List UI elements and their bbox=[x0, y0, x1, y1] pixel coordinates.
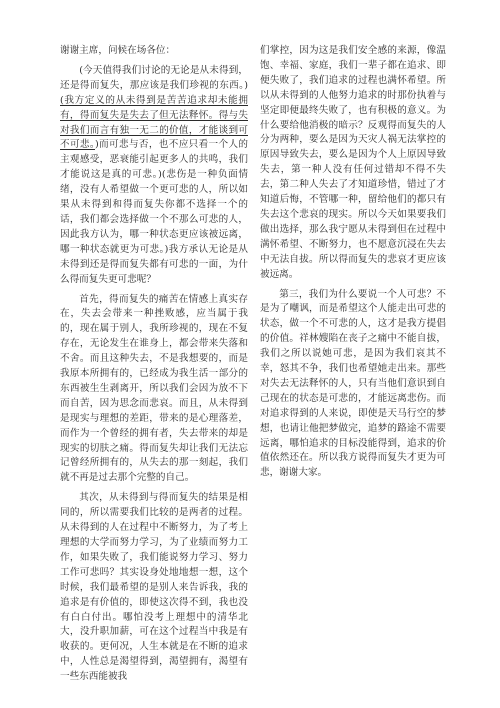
right-column bbox=[260, 44, 446, 481]
underlined-definition: (我方定义的从未得到是苦苦追求却未能拥有，得而复失是失去了但无法释怀。得与失对我们而言有独一无二的价值，才能谈到可不可悲。 bbox=[60, 94, 248, 151]
third-argument-paragraph: 第三，我们为什么要说一个人可悲？不是为了嘲讽，而是希望这个人能走出可悲的状态，做一个不可悲的人，这才是我方提倡的价值。祥林嫂陷在丧子之痛中不能自拔，我们之所以说她可悲，是因为我们哀其不幸，怒其不争，我们也希望她走出来。那些对失去无法释怀的人，只有当他们意识到自己现在的状态是可悲的，才能远离悲伤。而对追求得到的人来说，即使是天马行空的梦想，也请让他把梦做完，追梦的路途不需要远离，哪怕追求的目标没能得到，追求的价值依然还在。所以我方说得而复失才更为可悲，谢谢大家。 bbox=[260, 288, 446, 479]
left-column bbox=[60, 44, 248, 685]
second-argument-continuation: 们掌控，因为这是我们安全感的来源，像温饱、幸福、家庭，我们一辈子都在追求、即便失败了，我们追求的过程也满怀希望。所以从未得到的人他努力追求的时那份执着与坚定即便最终失败了，也有积极的意义。为什么要给他消极的暗示？反观得而复失的人分为两种，要么是因为天灾人祸无法掌控的原因导致失去，要么是因为个人上原因导致失去，第一种人没有任何过错却不得不失去，第二种人失去了才知道珍惜，错过了才知道后悔，不管哪一种，留给他们的都只有失去这个悲哀的现实。所以今天如果要我们做出选择，那么我宁愿从未得到但在过程中满怀希望、不断努力，也不愿意沉浸在失去中无法自拔。所以得而复失的悲哀才更应该被远离。 bbox=[260, 45, 446, 280]
opening-sentence: (今天值得我们讨论的无论是从未得到，还是得而复失，那应该是我们珍视的东西。) bbox=[60, 64, 248, 91]
opening-continuation: )而可悲与否，也不应只看一个人的主观感受，恶衰能引起更多人的共鸣，我们才能说这是真的可悲。)(悲伤是一种负面情绪，没有人希望做一个更可悲的人，所以如果从未得到和得而复失你都不选择一个的话，我们都会选择做一个不那么可悲的人，因此我方认为，哪一种状态更应该被远离，哪一种状态就更为可悲。)我方承认无论是从未得到还是得而复失都有可悲的一面，为什么得而复失更可悲呢？ bbox=[60, 139, 248, 285]
first-argument-paragraph: 首先，得而复失的痛苦在情感上真实存在，失去会带来一种挫败感，应当属于我的，现在属于别人，我所珍视的，现在不复存在，无论发生在谁身上，都会带来失落和不舍。而且这种失去，不是我想要的，而是我原本所拥有的，已经成为我生活一部分的东西被生生剥离开，所以我们会因为放不下而自苦，因为思念而悲哀。而且，从未得到是现实与理想的差距，带来的是心理落差，而作为一个曾经的拥有者，失去带来的却是现实的切肤之痛。得而复失却让我们无法忘记曾经所拥有的，从失去的那一刻起，我们就不再是过去那个完整的自己。 bbox=[60, 293, 248, 484]
opening-paragraph bbox=[60, 64, 248, 288]
greeting: 谢谢主席，问候在场各位： bbox=[60, 45, 176, 56]
second-argument-paragraph: 其次，从未得到与得而复失的结果是相同的，所以需要我们比较的是两者的过程。从未得到的人在过程中不断努力，为了考上理想的大学而努力学习，为了业绩而努力工作，如果失败了，我们能说努力学习、努力工作可悲吗？其实设身处地地想一想，这个时候，我们最希望的是别人来告诉我，我的追求是有价值的，即使这次得不到，我也没有白白付出。哪怕没考上理想中的清华北大，没升职加薪，可在这个过程当中我是有收获的。更何况，人生本就是在不断的追求中，人性总是渴望得到，渴望拥有，渴望有一些东西能被我 bbox=[60, 492, 248, 683]
